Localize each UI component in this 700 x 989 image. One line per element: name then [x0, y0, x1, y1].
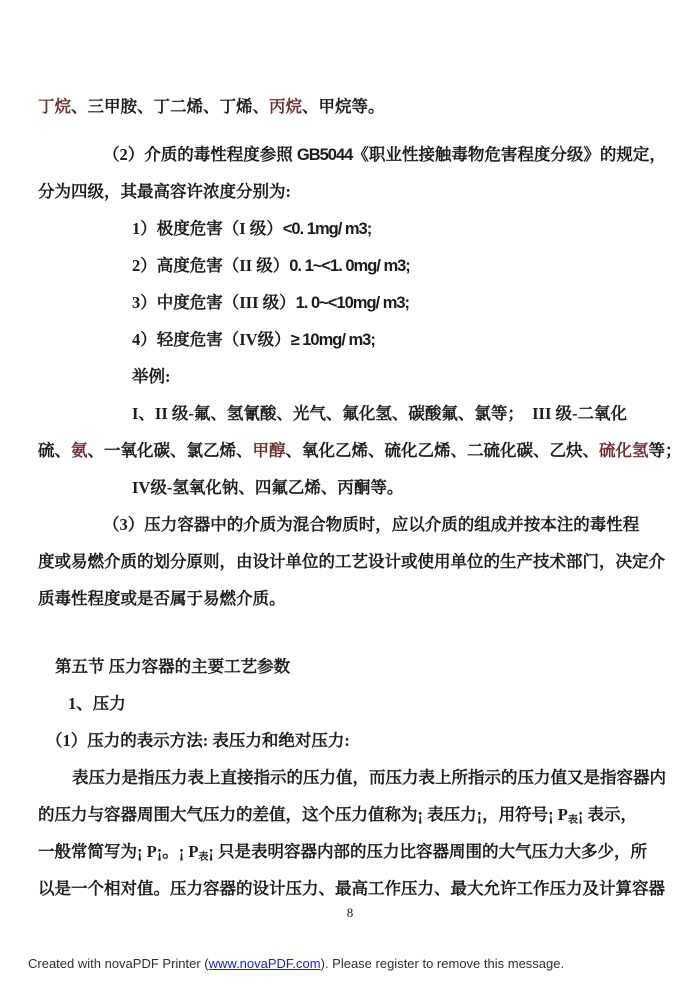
- toxicity-item-1: 1）极度危害（I 级）<0. 1mg/ m3;: [132, 219, 372, 238]
- mixed-media-line-3: 质毒性程度或是否属于易燃介质。: [38, 589, 286, 608]
- highlighted-term: 丙烷: [269, 97, 302, 116]
- examples-label: 举例:: [132, 367, 171, 386]
- toxicity-intro-line-1: （2）介质的毒性程度参照 GB5044《职业性接触毒物危害程度分级》的规定，: [103, 145, 666, 164]
- highlighted-term: 甲醇: [252, 441, 286, 460]
- gauge-pressure-line-2: 的压力与容器周围大气压力的差值，这个压力值称为¡ 表压力¡，用符号¡ P表¡ 表示，: [38, 805, 637, 826]
- standard-code: GB5044: [296, 146, 353, 164]
- examples-line-1: I、II 级-氟、氢氰酸、光气、氟化氢、碳酸氟、氯等； III 级-二氧化: [132, 404, 628, 423]
- toxicity-item-3: 3）中度危害（III 级）1. 0~<10mg/ m3;: [132, 293, 410, 312]
- toxicity-item-2: 2）高度危害（II 级）0. 1~<1. 0mg/ m3;: [132, 256, 410, 275]
- page-number: 8: [346, 905, 354, 920]
- blank-line: [38, 617, 666, 648]
- examples-line-3: IV级-氢氧化钠、四氟乙烯、丙酮等。: [132, 478, 404, 497]
- novapdf-link[interactable]: www.novaPDF.com: [208, 956, 321, 971]
- toxicity-intro-line-2: 分为四级，其最高容许浓度分别为:: [38, 182, 291, 201]
- footer-note: Created with novaPDF Printer (www.novaPDF.com). Please register to remove this message.: [28, 956, 565, 971]
- gauge-pressure-line-3: 一般常简写为¡ P¡。¡ P表¡ 只是表明容器内部的压力比容器周围的大气压力大多少，所: [38, 842, 648, 863]
- examples-line-2: 硫、氨、一氧化碳、氯乙烯、甲醇、氧化乙烯、硫化乙烯、二硫化碳、乙炔、硫化氢等；: [38, 441, 682, 460]
- mixed-media-line-2: 度或易燃介质的划分原则，由设计单位的工艺设计或使用单位的生产技术部门，决定介: [38, 552, 665, 571]
- pressure-method-line: （1）压力的表示方法: 表压力和绝对压力:: [46, 731, 350, 750]
- toxicity-item-4: 4）轻度危害（IV级）≥ 10mg/ m3;: [132, 330, 375, 349]
- mixed-media-line-1: （3）压力容器中的介质为混合物质时，应以介质的组成并按本注的毒性程: [103, 515, 640, 534]
- alkanes-line: 丁烷、三甲胺、丁二烯、丁烯、丙烷、甲烷等。: [38, 97, 385, 116]
- gauge-pressure-line-4: 以是一个相对值。压力容器的设计压力、最高工作压力、最大允许工作压力及计算容器: [38, 879, 665, 898]
- subsection-pressure: 1、压力: [68, 694, 126, 713]
- gauge-pressure-line-1: 表压力是指压力表上直接指示的压力值，而压力表上所指示的压力值又是指容器内: [72, 768, 666, 787]
- document-body: [38, 88, 682, 907]
- section-heading: 第五节 压力容器的主要工艺参数: [55, 657, 291, 676]
- pressure-symbol-subscript: 表: [198, 852, 209, 863]
- highlighted-term: 丁烷: [38, 97, 71, 116]
- pressure-symbol-subscript: 表: [567, 815, 578, 826]
- highlighted-term: 氨: [71, 441, 88, 460]
- highlighted-term: 硫化氢: [599, 441, 649, 460]
